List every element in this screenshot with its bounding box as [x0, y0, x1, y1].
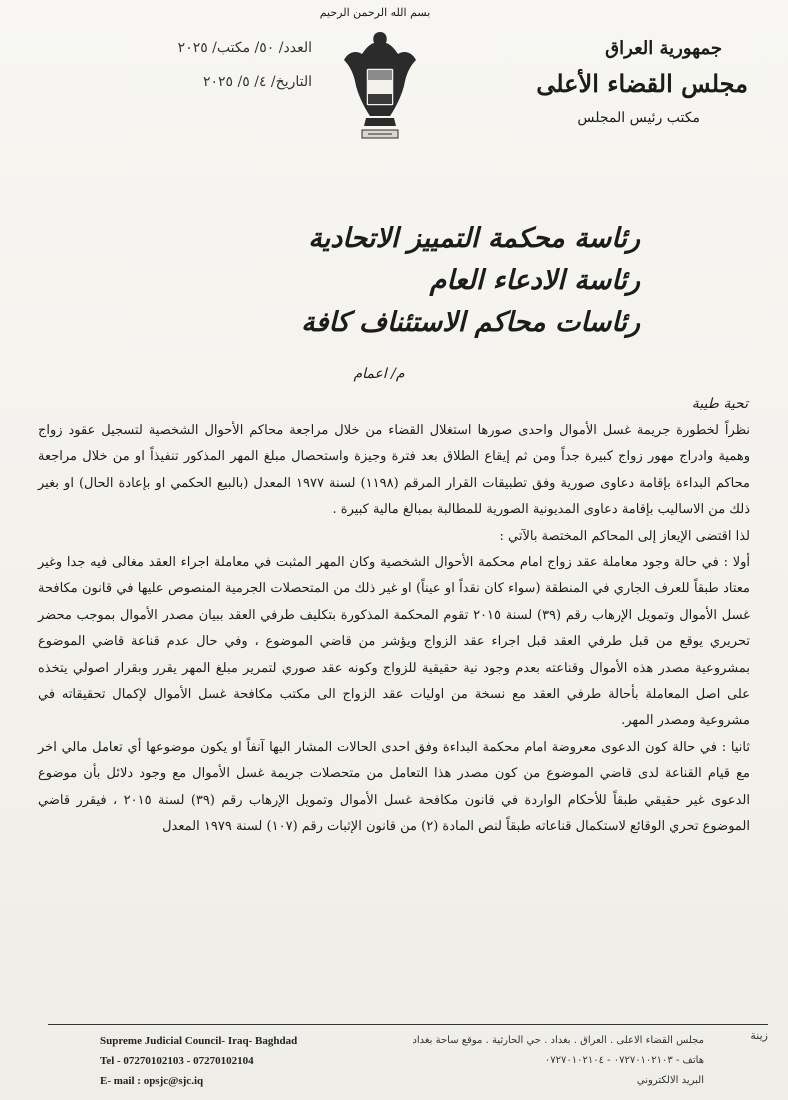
recipient-line: رئاسة الادعاء العام — [429, 265, 640, 296]
footer-arabic — [404, 1031, 704, 1091]
footer-english — [100, 1031, 297, 1091]
footer-email: E- mail : opsjc@sjc.iq — [100, 1075, 204, 1087]
footer-note: زينة — [750, 1029, 768, 1042]
greeting: تحية طيبة — [691, 396, 748, 412]
body-paragraph: ثانيا : في حالة كون الدعوى معروضة امام محكمة البداءة وفق احدى الحالات المشار اليها آنفاً او يكون موضوعها أي تعامل مالي اخر مع قيام القناعة لدى قاضي الموضوع من كون مصدر هذا التعامل من متحصلات جريمة غسل الأموال مع وجود دلائل بأن موضوع الدعوى غير حقيقي طبقاً للأحكام الواردة في قانون مكافحة غسل الأموال وتمويل الإرهاب رقم (٣٩) لسنة ٢٠١٥ ، فيقرر قاضي الموضوع تحري الوقائع لاستكمال قناعاته طبقاً لنص المادة (٢) من قانون الإثبات رقم (١٠٧) لسنة ١٩٧٩ المعدل — [38, 739, 750, 835]
issuer-block — [518, 38, 748, 126]
body-paragraph: نظراً لخطورة جريمة غسل الأموال واحدى صورها استغلال القضاء من خلال مراجعة محاكم الأحوال الشخصية لتسجيل عقود زواج وهمية وادراج مهور زواج كبيرة جداً ومن ثم إيقاع الطلاق بعد فترة وجيزة واستحصال مبلغ المهر المذكور تنفيذاً او من خلال مراجعة محاكم البداءة بإقامة دعاوى صورية وفق تطبيقات القرار المرقم (١١٩٨) لسنة ١٩٧٧ المعدل (بالبيع الحكمي او بإعادة الحال) او بغير ذلك من الاساليب بإقامة دعاوى المديونية الصورية للمطالبة بمبالغ مالية كبيرة . — [38, 423, 750, 518]
country-name: جمهورية العراق — [605, 38, 722, 59]
letter-footer — [48, 1024, 768, 1095]
footer-address: مجلس القضاء الاعلى . العراق . بغداد . حي الحارثية . موقع ساحة بغداد — [412, 1035, 704, 1046]
recipients-list — [140, 218, 640, 344]
body-paragraph: أولا : في حالة وجود معاملة عقد زواج امام محكمة الأحوال الشخصية وكان المهر المثبت في معاملة اجراء العقد مغالى فيه جدا وغير معتاد طبقاً للعرف الجاري في المنطقة (سواء كان نقداً او عيناً) او غير ذلك من المتحصلات الجرمية المنصوص عليها في قانون مكافحة غسل الأموال وتمويل الإرهاب رقم (٣٩) لسنة ٢٠١٥ تقوم المحكمة المذكورة بتكليف طرفي العقد ببيان مصدر الأموال بموجب محضر تحريري يوقع من قبل طرفي العقد قبل اجراء عقد الزواج ويؤشر من قاضي الموضوع ، وفي حال عدم قناعة قاضي الموضوع بمشروعية مصدر هذه الأموال وقناعته بعدم وجود نية حقيقية للزواج وكونه عقد صوري لتمرير مبلغ المهر يقرر وبقرار اصولي يتخذه على اصل المعاملة بأحالة طرفي العقد مع نسخة من اوليات عقد الزواج الى مكتب مكافحة غسل الأموال لإكمال تحقيقاته في مشروعية ومصدر المهر. — [38, 555, 750, 729]
reference-date: التاريخ/ ٤/ ٥/ ٢٠٢٥ — [203, 74, 312, 90]
council-name: مجلس القضاء الأعلى — [536, 69, 748, 98]
footer-telephone: Tel - 07270102103 - 07270102104 — [100, 1055, 254, 1067]
subject-line: م/ اعمام — [353, 366, 405, 382]
letter-body — [38, 418, 750, 841]
iraq-eagle-emblem — [340, 26, 420, 144]
footer-phone: هاتف - ٠٧٢٧٠١٠٢١٠٣ - ٠٧٢٧٠١٠٢١٠٤ — [544, 1055, 704, 1066]
basmala: بسم الله الرحمن الرحيم — [319, 6, 431, 19]
reference-block — [92, 40, 312, 108]
footer-email-label: البريد الالكتروني — [636, 1075, 704, 1086]
recipient-line: رئاسة محكمة التمييز الاتحادية — [308, 223, 640, 254]
body-paragraph: لذا اقتضى الإيعاز إلى المحاكم المختصة بالآتي : — [499, 528, 750, 544]
reference-number: العدد/ ٥٠/ مكتب/ ٢٠٢٥ — [177, 40, 312, 56]
footer-org-name: Supreme Judicial Council- Iraq- Baghdad — [100, 1035, 298, 1047]
recipient-line: رئاسات محاكم الاستئناف كافة — [301, 307, 640, 338]
office-name: مكتب رئيس المجلس — [577, 110, 700, 126]
